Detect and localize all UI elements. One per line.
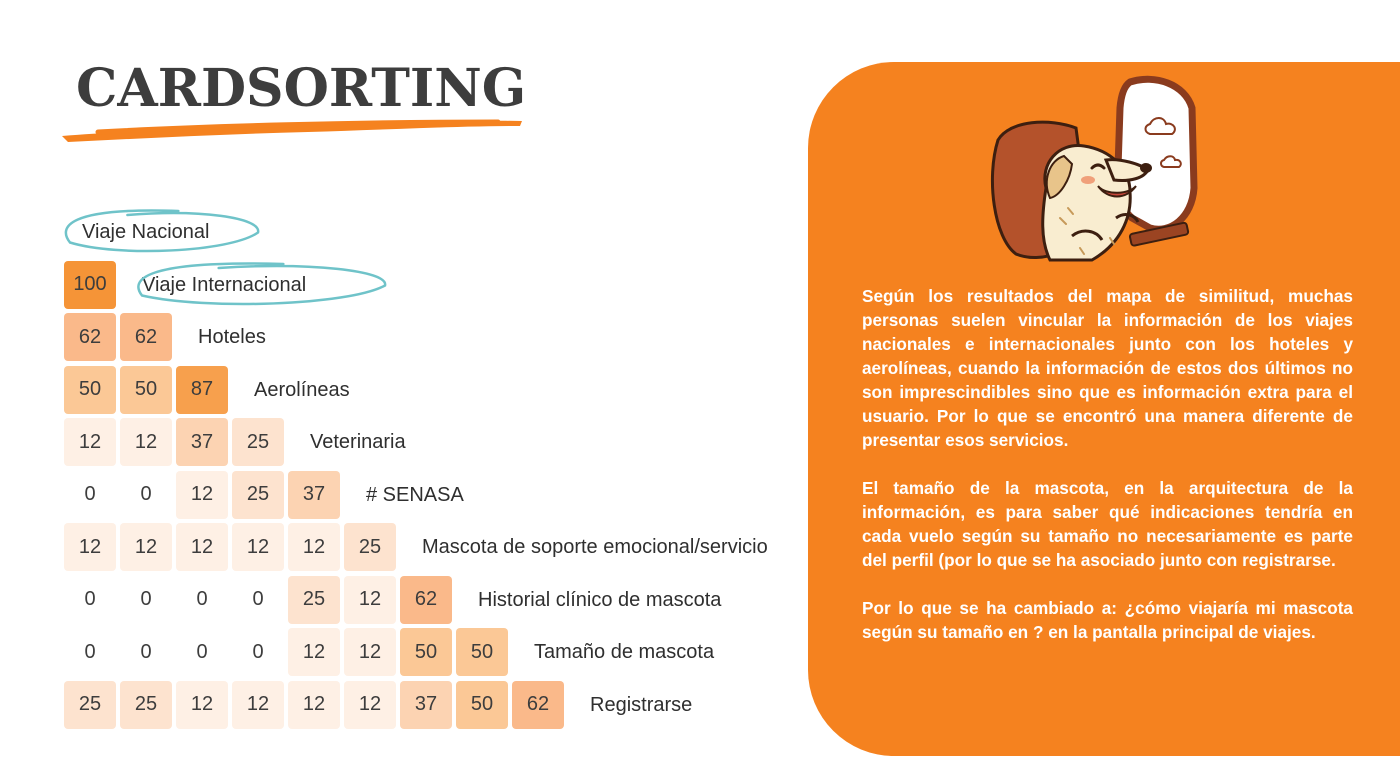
matrix-cell: 0 — [176, 576, 228, 624]
panel-paragraph-2: El tamaño de la mascota, en la arquitectura de la información, es para saber qué indicaciones tendría en cada vuelo según su tamaño no necesariamente es parte del perfil (por lo que se ha asociado junto con registrarse. — [862, 478, 1353, 570]
matrix-cell: 37 — [400, 681, 452, 729]
matrix-row-label: Mascota de soporte emocional/servicio — [422, 536, 768, 558]
matrix-cell: 25 — [232, 418, 284, 466]
matrix-cell: 100 — [64, 261, 116, 309]
matrix-cell: 12 — [120, 523, 172, 571]
matrix-cell: 0 — [64, 576, 116, 624]
matrix-row-label: Hoteles — [198, 326, 266, 348]
matrix-cell: 12 — [344, 628, 396, 676]
matrix-cell: 25 — [288, 576, 340, 624]
matrix-cell: 12 — [232, 523, 284, 571]
dog-in-airplane-seat-icon — [980, 68, 1200, 268]
matrix-row-label: # SENASA — [366, 483, 464, 506]
matrix-row-label: Aerolíneas — [254, 378, 350, 401]
matrix-row-label: Viaje Nacional — [82, 221, 210, 243]
matrix-cell: 12 — [288, 523, 340, 571]
page-title: CARDSORTING — [76, 58, 527, 119]
matrix-cell: 0 — [232, 628, 284, 676]
matrix-cell: 12 — [176, 471, 228, 519]
matrix-cell: 12 — [344, 576, 396, 624]
matrix-cell: 12 — [176, 523, 228, 571]
matrix-cell: 62 — [64, 313, 116, 361]
matrix-cell: 50 — [456, 628, 508, 676]
matrix-row-label: Tamaño de mascota — [534, 641, 715, 663]
matrix-cell: 25 — [64, 681, 116, 729]
matrix-cell: 0 — [120, 471, 172, 519]
matrix-row-label: Viaje Internacional — [142, 273, 307, 296]
circled-label-outline — [128, 258, 391, 314]
matrix-cell: 0 — [64, 471, 116, 519]
matrix-row-label: Registrarse — [590, 693, 693, 716]
matrix-cell: 12 — [288, 681, 340, 729]
matrix-cell: 50 — [64, 366, 116, 414]
matrix-cell: 0 — [120, 628, 172, 676]
matrix-cell: 12 — [176, 681, 228, 729]
matrix-cell: 25 — [232, 471, 284, 519]
matrix-cell: 62 — [400, 576, 452, 624]
panel-paragraph-3: Por lo que se ha cambiado a: ¿cómo viajaría mi mascota según su tamaño en ? en la pantalla principal de viajes. — [862, 598, 1353, 642]
matrix-cell: 50 — [400, 628, 452, 676]
matrix-cell: 50 — [456, 681, 508, 729]
matrix-cell: 12 — [64, 418, 116, 466]
panel-text — [862, 284, 1353, 668]
matrix-cell: 25 — [344, 523, 396, 571]
circled-label-outline — [56, 205, 264, 261]
matrix-cell: 0 — [176, 628, 228, 676]
matrix-cell: 37 — [288, 471, 340, 519]
matrix-cell: 0 — [232, 576, 284, 624]
matrix-cell: 12 — [120, 418, 172, 466]
matrix-cell: 12 — [288, 628, 340, 676]
matrix-cell: 12 — [344, 681, 396, 729]
matrix-cell: 25 — [120, 681, 172, 729]
matrix-cell: 12 — [232, 681, 284, 729]
matrix-cell: 62 — [120, 313, 172, 361]
matrix-cell: 87 — [176, 366, 228, 414]
matrix-cell: 37 — [176, 418, 228, 466]
matrix-cell: 50 — [120, 366, 172, 414]
matrix-cell: 62 — [512, 681, 564, 729]
panel-paragraph-1: Según los resultados del mapa de similitud, muchas personas suelen vincular la información de los viajes nacionales e internacionales junto con los hoteles y aerolíneas, cuando la información de estos dos últimos no son imprescindibles sino que es información extra para el usuario. Por lo que se encontró una manera diferente de presentar esos servicios. — [862, 286, 1353, 450]
matrix-cell: 12 — [64, 523, 116, 571]
matrix-row-label: Historial clínico de mascota — [478, 588, 722, 611]
matrix-cell: 0 — [64, 628, 116, 676]
matrix-row-label: Veterinaria — [310, 431, 406, 453]
matrix-cell: 0 — [120, 576, 172, 624]
